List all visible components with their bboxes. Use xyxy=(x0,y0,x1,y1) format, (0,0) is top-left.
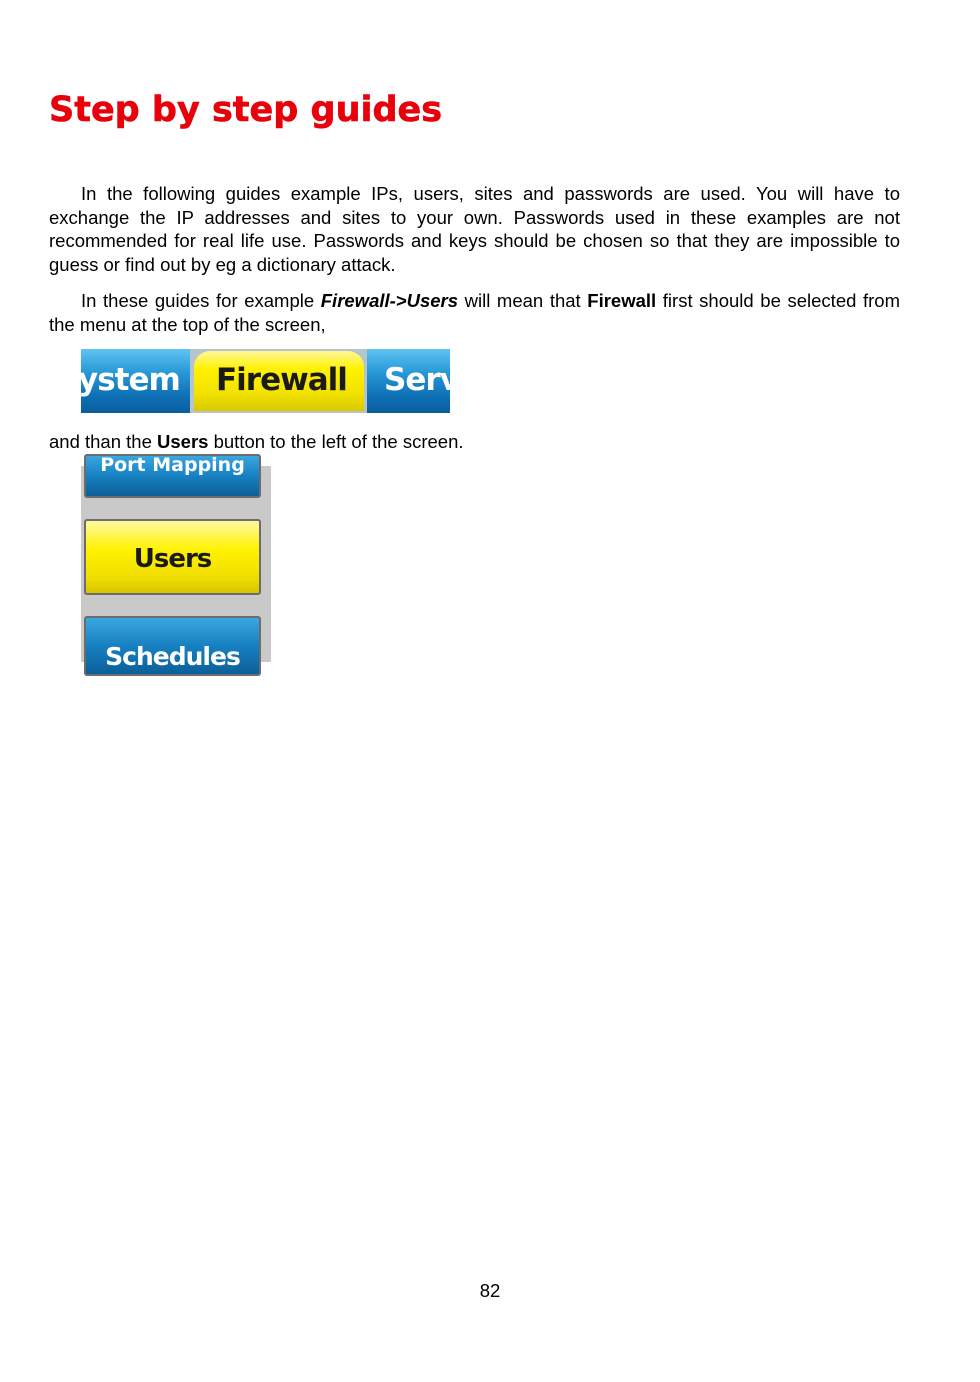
navigation-paragraph xyxy=(49,289,900,336)
port-mapping-label: Port Mapping xyxy=(100,454,245,476)
menu-path: Firewall->Users xyxy=(320,290,459,311)
para-text: and than the xyxy=(49,431,158,452)
top-menu-screenshot xyxy=(78,349,459,413)
page-title: Step by step guides xyxy=(49,90,443,130)
schedules-button xyxy=(84,616,261,676)
users-label: Users xyxy=(133,544,212,574)
para-text: In these guides for example xyxy=(81,290,321,311)
intro-paragraph: In the following guides example IPs, users, sites and passwords are used. You will have to exchange the IP addresses and sites to your own. Passwords used in these examples are not recommended for real life use. Passwords and keys should be chosen so that they are impossible to guess or find out by eg a dictionary attack. xyxy=(49,183,900,275)
para-text: first should be selected from the menu at the top of the screen, xyxy=(49,290,900,335)
para-text: will mean that xyxy=(458,290,588,311)
users-paragraph xyxy=(49,430,900,454)
schedules-label: Schedules xyxy=(105,642,240,671)
tab-system-label: ystem xyxy=(78,362,180,398)
page-number: 82 xyxy=(479,1280,501,1301)
tab-services-label: Serv xyxy=(384,362,459,398)
firewall-term: Firewall xyxy=(587,290,657,311)
users-term: Users xyxy=(157,431,209,452)
para-text: button to the left of the screen. xyxy=(208,431,464,452)
side-menu-screenshot xyxy=(81,454,271,671)
users-button xyxy=(84,519,261,595)
port-mapping-button xyxy=(84,454,261,498)
tab-firewall-label: Firewall xyxy=(216,362,347,398)
